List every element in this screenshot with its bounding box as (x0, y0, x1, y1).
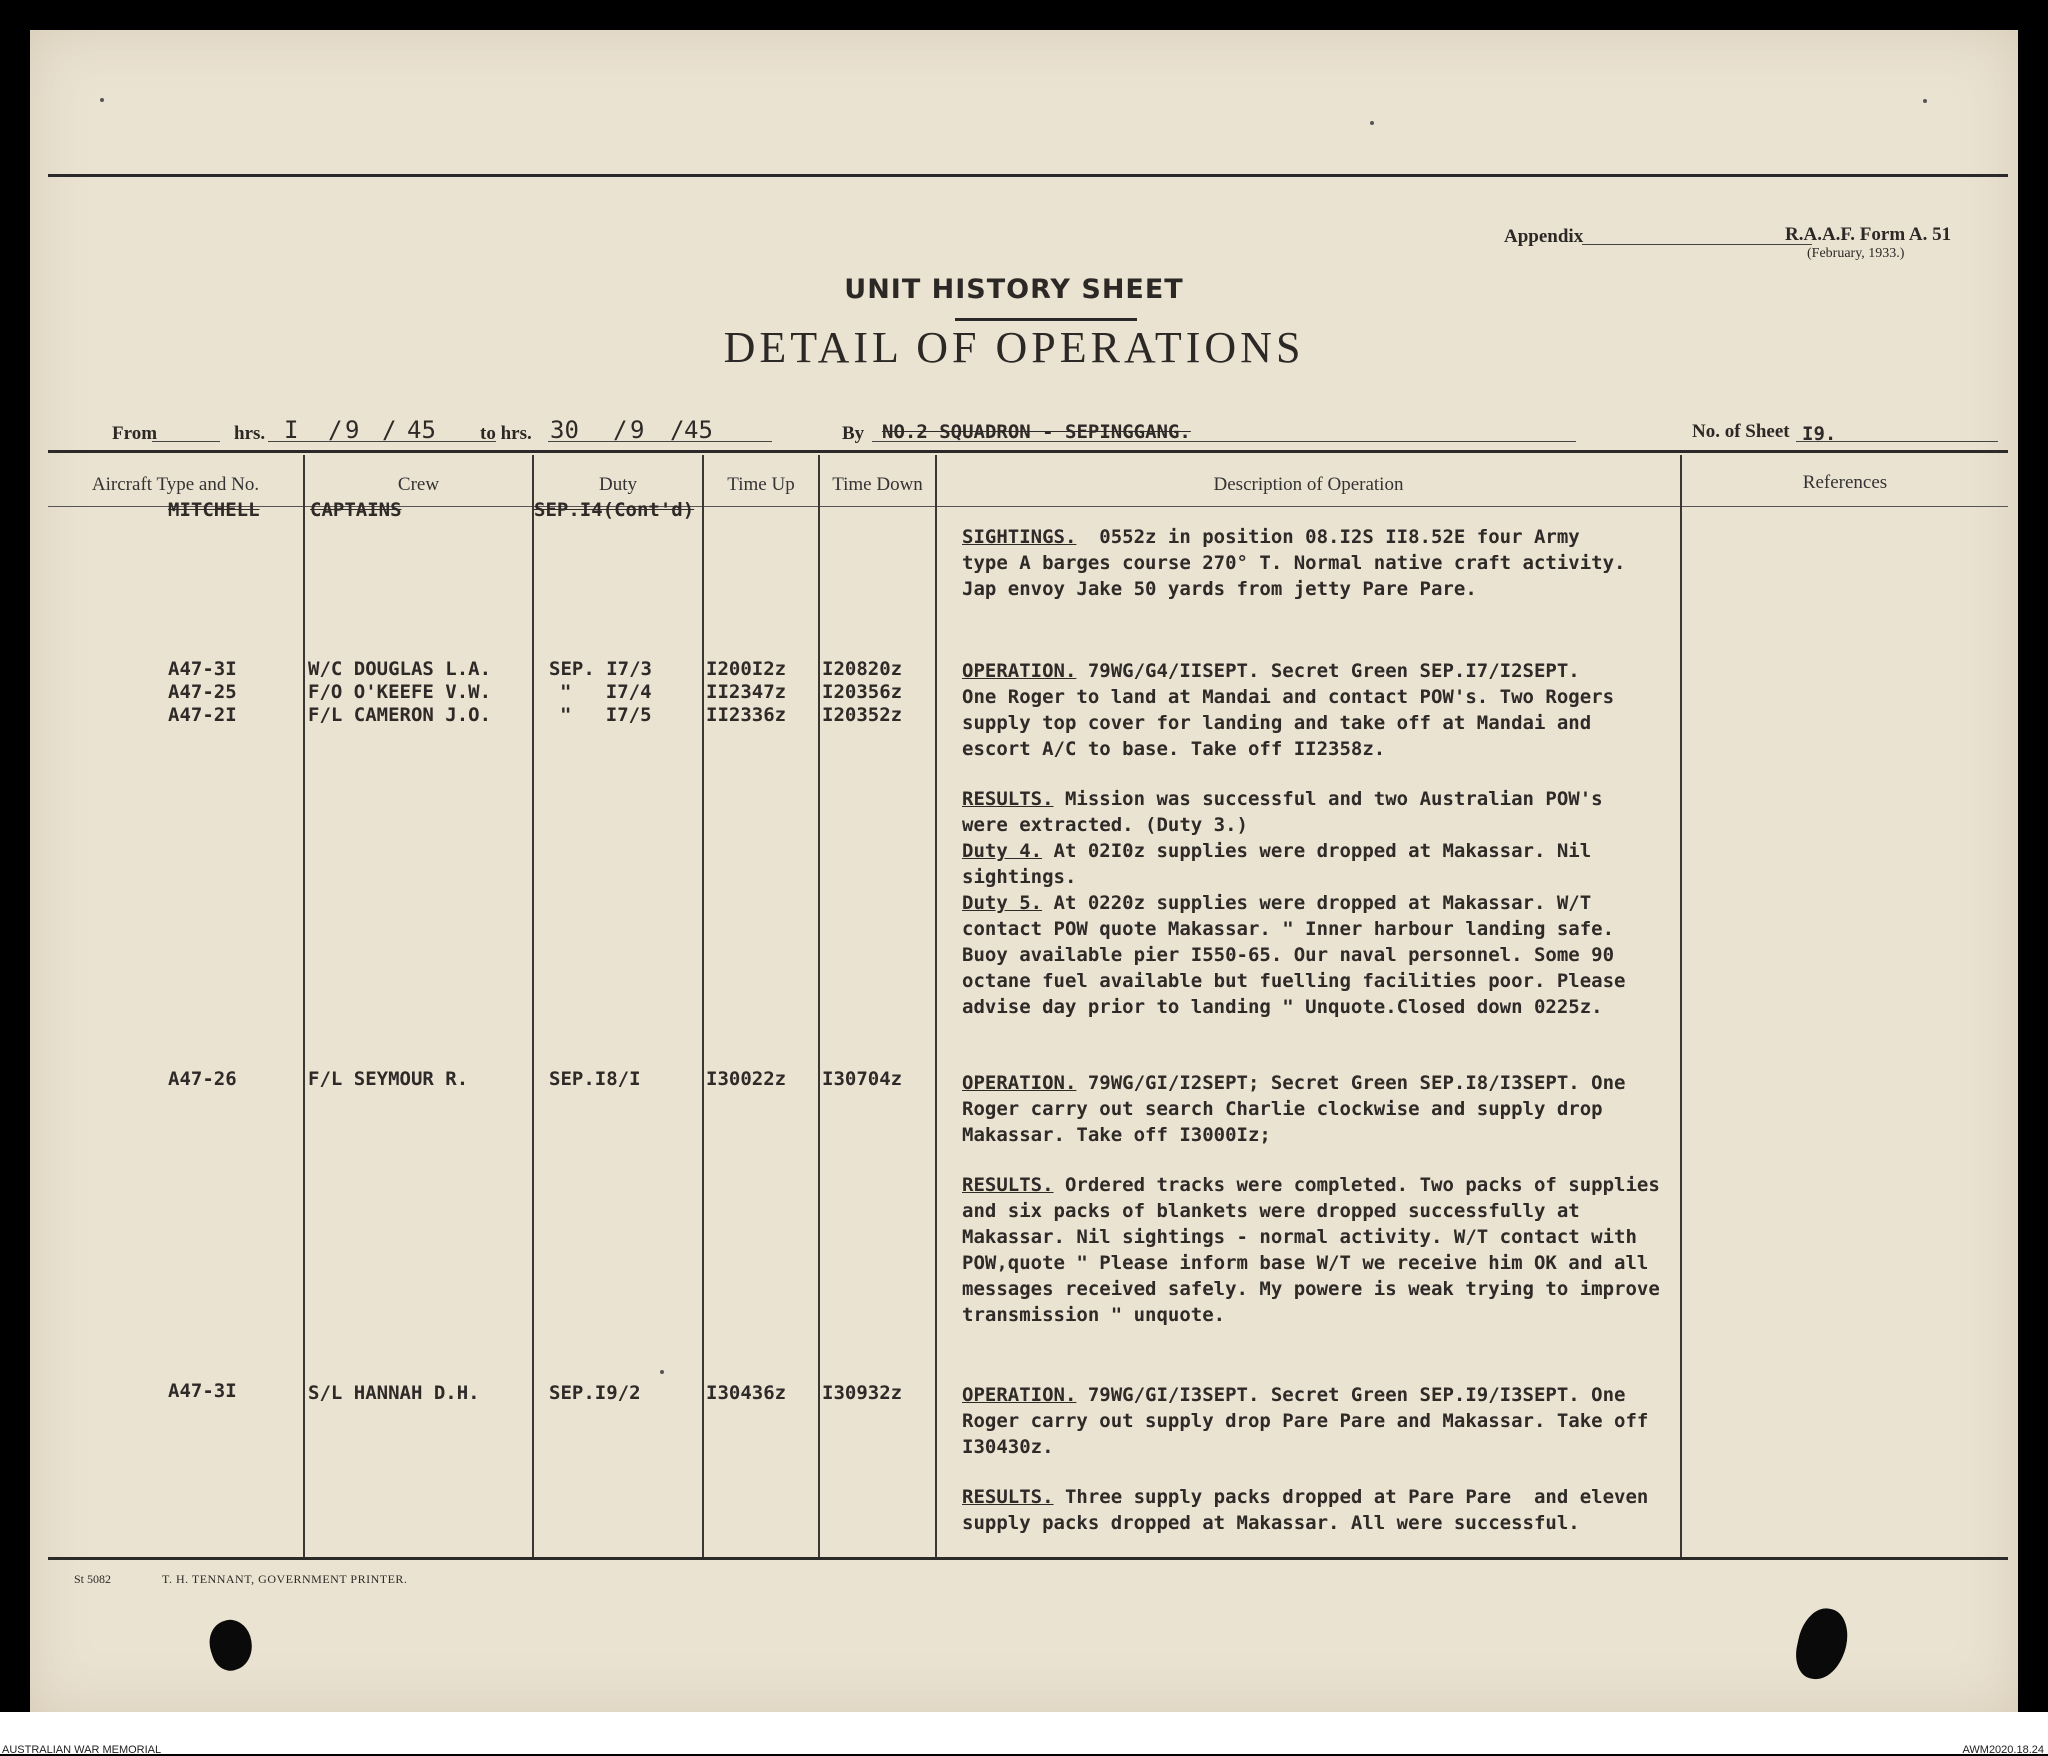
time-up-cell: II2347z (706, 681, 787, 703)
archive-credit: AUSTRALIAN WAR MEMORIAL (2, 1744, 162, 1756)
from-year: 45 (407, 416, 436, 444)
from-line (152, 441, 220, 442)
paper-speck (1923, 99, 1927, 103)
to-month: 9 (630, 416, 645, 444)
hrs-label: hrs. (234, 423, 266, 444)
duty-cell: " I7/5 (560, 704, 652, 726)
table-top-rule (48, 450, 2008, 453)
col-divider (532, 455, 534, 1557)
from-label: From (112, 423, 158, 444)
table-row: A47-25 (168, 681, 237, 703)
squadron-name: NO.2 SQUADRON - SEPINGGANG. (882, 421, 1191, 443)
top-rule (48, 174, 2008, 177)
col-divider (818, 455, 820, 1557)
time-up-cell: I30436z (706, 1382, 787, 1404)
time-down-cell: I20356z (822, 681, 903, 703)
col-header-time-up: Time Up (727, 474, 795, 495)
crew-cell: S/L HANNAH D.H. (308, 1382, 480, 1404)
aircraft-type: MITCHELL (168, 499, 260, 521)
to-day: 30 (550, 416, 579, 444)
paper-speck (660, 1370, 664, 1374)
col-header-aircraft: Aircraft Type and No. (91, 474, 260, 495)
form-date: (February, 1933.) (1807, 246, 1905, 261)
printer-name: T. H. TENNANT, GOVERNMENT PRINTER. (162, 1572, 408, 1586)
duty-cell: SEP.I8/I (549, 1068, 641, 1090)
op1-operation-text: OPERATION. 79WG/G4/IISEPT. Secret Green SEP.I7/I2SEPT. One Roger to land at Mandai and contact POW's. Two Rogers supply top cover for landing and take off at Mandai and escort A/C to base. Take off II2358z. (962, 660, 1615, 760)
crew-cell: W/C DOUGLAS L.A. (308, 658, 492, 680)
to-year: 45 (684, 416, 713, 444)
printer-code: St 5082 (74, 1572, 112, 1586)
time-down-cell: I30704z (822, 1068, 903, 1090)
crew-cell: F/L SEYMOUR R. (308, 1068, 469, 1090)
op2-operation-text: OPERATION. 79WG/GI/I2SEPT; Secret Green SEP.I8/I3SEPT. One Roger carry out search Charlie clockwise and supply drop Makassar. Take off I3000Iz; (962, 1072, 1626, 1146)
crew-cell: F/O O'KEEFE V.W. (308, 681, 492, 703)
crew-type: CAPTAINS (310, 499, 402, 521)
unit-history-title: UNIT HISTORY SHEET (844, 274, 1184, 305)
title-underline (955, 318, 1137, 321)
archive-id: AWM2020.18.24 (1962, 1744, 2044, 1756)
duty-cell: " I7/4 (560, 681, 652, 703)
from-month: 9 (345, 416, 360, 444)
to-hrs-label: to hrs. (480, 423, 532, 444)
col-header-duty: Duty (599, 474, 637, 495)
detail-of-operations-subtitle: DETAIL OF OPERATIONS (723, 323, 1305, 372)
punch-hole (203, 1615, 258, 1676)
duty-cell: SEP.I9/2 (549, 1382, 641, 1404)
duty-date: SEP.I4(Cont'd) (534, 499, 695, 521)
sheet-label: No. of Sheet (1692, 421, 1790, 442)
col-divider (935, 455, 937, 1557)
op2-results-text: RESULTS. Ordered tracks were completed. Two packs of supplies and six packs of blankets were dropped successfully at Makassar. Nil sightings - normal activity. W/T contact with POW,quote " Please inform base W/T we receive him OK and all messages received safely. My powere is weak trying to improve transmission " unquote. (962, 1174, 1660, 1326)
duty-cell: SEP. I7/3 (549, 658, 652, 680)
sheet-number: I9. (1802, 423, 1837, 445)
table-bottom-rule (48, 1557, 2008, 1560)
document-sheet: Appendix R.A.A.F. Form A. 51 (February, 1933.) UNIT HISTORY SHEET DETAIL OF OPERATIONS From hrs. I / 9 / 45 to hrs. 30 / 9 / 45 By NO.2 SQUADRON - SEPINGGANG. No. of Sheet I9. Aircraft Type and No. Crew Duty Time Up Time Down Description of Operation References MITCHELL CAPTAINS SEP.I4(Cont'd) SIGHTINGS. 0552z in position 08.I2S II8.52E four Army type A barges course 270° T. Normal native craft activity. Jap envoy Jake 50 yards from jetty Pare Pare. A47-3I A47-25 A47-2I W/C DOUGLAS L.A. F/O O'KEEFE V.W. F/L CAMERON J.O. SEP. I7/3 " I7/4 " I7/5 I200I2z II2347z II2336z I20820z I20356z I20352z OPERATION. 79WG/G4/IISEPT. Secret Green SEP.I7/I2SEPT. One Roger to land at Mandai and contact POW's. Two Rogers supply top cover for landing and take off at Mandai and escort A/C to base. Take off II2358z. RESULTS. Mission was successful and two Australian POW's were extracted. (Duty 3.) Duty 4. At 02I0z supplies were dropped at Makassar. Nil sightings. Duty 5. At 0220z supplies were dropped at Makassar. W/T contact POW quote Makassar. " Inner harbour landing safe. Buoy available pier I550-65. Our naval personnel. Some 90 octane fuel available but fuelling facilities poor. Please advise day prior to landing " Unquote.Closed down 0225z. A47-26 F/L SEYMOUR R. SEP.I8/I I30022z I30704z OPERATION. 79WG/GI/I2SEPT; Secret Green SEP.I8/I3SEPT. One Roger carry out search Charlie clockwise and supply drop Makassar. Take off I3000Iz; RESULTS. Ordered tracks were completed. Two packs of supplies and six packs of blankets were dropped successfully at Makassar. Nil sightings - normal activity. W/T contact with POW,quote " Please inform base W/T we receive him OK and all messages received safely. My powere is weak trying to improve transmission " unquote. A47-3I S/L HANNAH D.H. SEP.I9/2 I30436z I30932z OPERATION. 79WG/GI/I3SEPT. Secret Green SEP.I9/I3SEPT. One Roger carry out supply drop Pare Pare and Makassar. Take off I30430z. RESULTS. Three supply packs dropped at Pare Pare and eleven supply packs dropped at Makassar. All were successful. St 5082 T. H. TENNANT, GOVERNMENT PRINTER. (30, 30, 2018, 1712)
op3-results-text: RESULTS. Three supply packs dropped at Pare Pare and eleven supply packs dropped at Makassar. All were successful. (962, 1486, 1649, 1534)
crew-cell: F/L CAMERON J.O. (308, 704, 492, 726)
col-header-description: Description of Operation (1213, 474, 1404, 495)
archive-footer (0, 1712, 2048, 1754)
paper-speck (1370, 121, 1374, 125)
time-down-cell: I30932z (822, 1382, 903, 1404)
time-up-cell: I30022z (706, 1068, 787, 1090)
col-divider (303, 455, 305, 1557)
appendix-line (1582, 244, 1812, 245)
col-header-references: References (1802, 472, 1888, 493)
time-down-cell: I20820z (822, 658, 903, 680)
col-header-time-down: Time Down (832, 474, 923, 495)
op3-operation-text: OPERATION. 79WG/GI/I3SEPT. Secret Green SEP.I9/I3SEPT. One Roger carry out supply drop Pare Pare and Makassar. Take off I30430z. (962, 1384, 1649, 1458)
aircraft-cell: A47-3I (168, 1380, 237, 1402)
time-down-cell: I20352z (822, 704, 903, 726)
to-date-line (548, 441, 772, 442)
paper-speck (100, 98, 104, 102)
punch-hole (1791, 1604, 1853, 1684)
col-divider (702, 455, 704, 1557)
table-row: A47-3I (168, 658, 237, 680)
by-label: By (842, 423, 865, 444)
form-name: R.A.A.F. Form A. 51 (1785, 224, 1952, 245)
time-up-cell: II2336z (706, 704, 787, 726)
col-header-crew: Crew (397, 474, 440, 495)
col-divider (1680, 455, 1682, 1557)
aircraft-cell: A47-26 (168, 1068, 237, 1090)
table-row: A47-2I (168, 704, 237, 726)
sightings-entry: SIGHTINGS. 0552z in position 08.I2S II8.52E four Army type A barges course 270° T. Normal native craft activity. Jap envoy Jake 50 yards from jetty Pare Pare. (962, 526, 1626, 600)
from-day: I (284, 416, 299, 444)
time-up-cell: I200I2z (706, 658, 787, 680)
appendix-label: Appendix (1504, 226, 1584, 247)
op1-results-text: RESULTS. Mission was successful and two Australian POW's were extracted. (Duty 3.) Duty 4. At 02I0z supplies were dropped at Makassar. Nil sightings. Duty 5. At 0220z supplies were dropped at Makassar. W/T contact POW quote Makassar. " Inner harbour landing safe. Buoy available pier I550-65. Our naval personnel. Some 90 octane fuel available but fuelling facilities poor. Please advise day prior to landing " Unquote.Closed down 0225z. (962, 788, 1626, 1018)
